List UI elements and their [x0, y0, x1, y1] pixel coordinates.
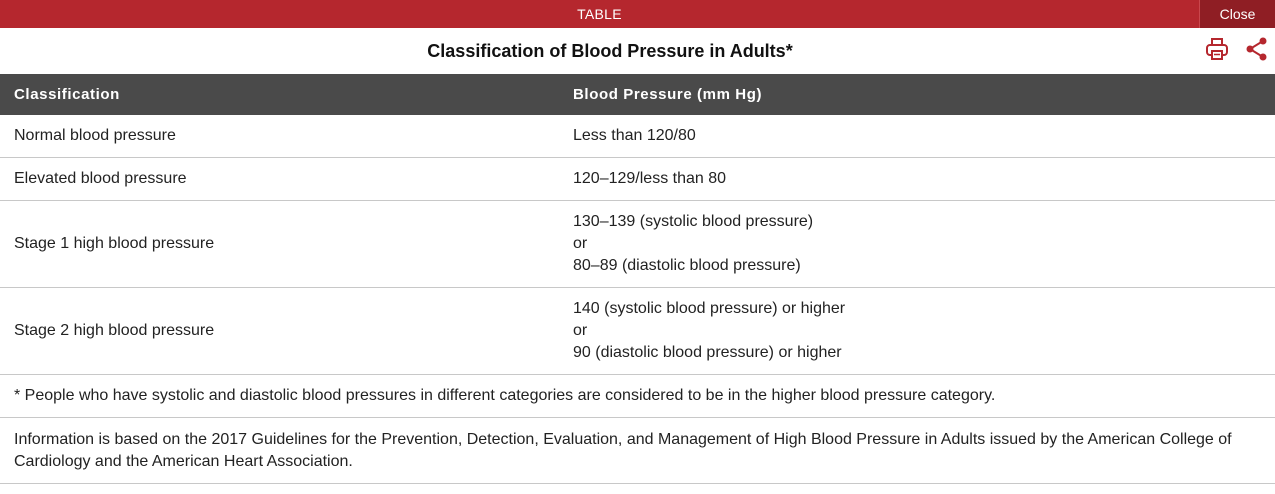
share-icon[interactable]	[1244, 36, 1270, 62]
pressure-line: 140 (systolic blood pressure) or higher	[573, 300, 846, 317]
pressure-line: 80–89 (diastolic blood pressure)	[573, 257, 801, 274]
table-header	[0, 74, 1275, 115]
pressure-line: 120–129/less than 80	[573, 170, 727, 187]
close-button[interactable]: Close	[1199, 0, 1275, 28]
header-blood-pressure: Blood Pressure (mm Hg)	[573, 86, 763, 103]
pressure-cell	[573, 115, 1263, 157]
pressure-cell	[573, 158, 1263, 200]
table-row	[0, 201, 1275, 288]
page-title: Classification of Blood Pressure in Adults*	[427, 41, 793, 61]
classification-cell: Stage 2 high blood pressure	[14, 322, 215, 339]
table-row	[0, 115, 1275, 158]
classification-cell: Stage 1 high blood pressure	[14, 235, 215, 252]
pressure-line: or	[573, 322, 588, 339]
pressure-line: or	[573, 235, 588, 252]
pressure-cell	[573, 201, 1263, 287]
title-bar	[0, 28, 1275, 74]
top-bar	[0, 0, 1275, 28]
pressure-line: Less than 120/80	[573, 127, 696, 144]
pressure-line: 130–139 (systolic blood pressure)	[573, 213, 814, 230]
source-note: Information is based on the 2017 Guidelines for the Prevention, Detection, Evaluation, and Management of High Blood Pressure in Adults issued by the American College of Cardiology and the American Heart Association.	[0, 418, 1275, 484]
footnote: * People who have systolic and diastolic blood pressures in different categories are considered to be in the higher blood pressure category.	[0, 375, 1275, 418]
header-classification: Classification	[14, 86, 120, 103]
print-icon[interactable]	[1204, 36, 1230, 62]
pressure-cell	[573, 288, 1263, 374]
pressure-line: 90 (diastolic blood pressure) or higher	[573, 344, 842, 361]
table-row	[0, 288, 1275, 375]
table-row	[0, 158, 1275, 201]
classification-cell: Elevated blood pressure	[14, 170, 187, 187]
classification-cell: Normal blood pressure	[14, 127, 176, 144]
topbar-title: TABLE	[577, 6, 622, 22]
